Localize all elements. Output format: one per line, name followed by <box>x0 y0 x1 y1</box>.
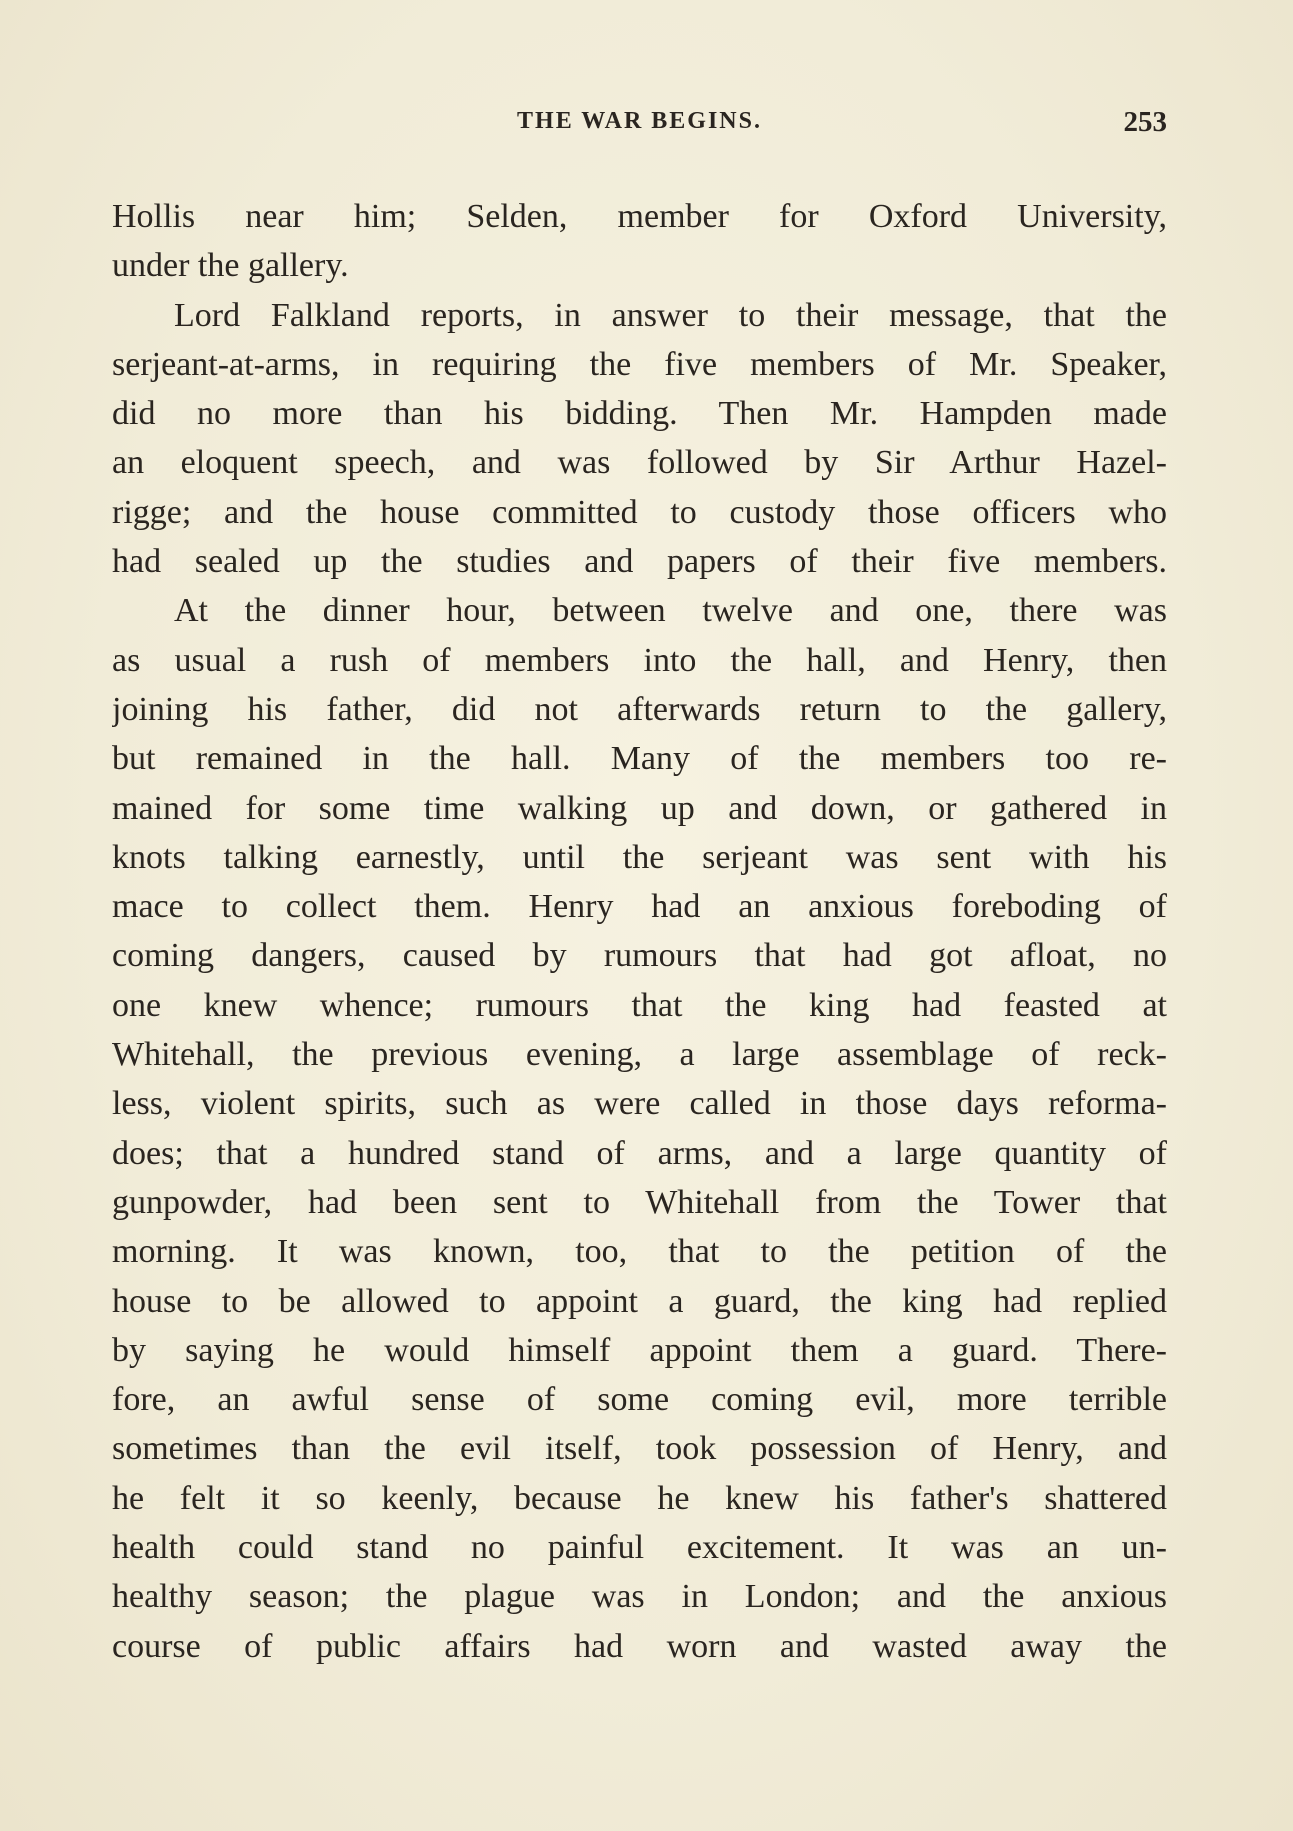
text-line: but remained in the hall. Many of the members too re- <box>112 740 1167 778</box>
text-line: knots talking earnestly, until the serjeant was sent with his <box>112 838 1167 876</box>
text-line: less, violent spirits, such as were called in those days reforma- <box>112 1085 1167 1123</box>
text-line: mained for some time walking up and down, or gathered in <box>112 789 1167 827</box>
text-line: does; that a hundred stand of arms, and a large quantity of <box>112 1134 1167 1172</box>
text-line: did no more than his bidding. Then Mr. Hampden made <box>112 395 1167 433</box>
text-line: gunpowder, had been sent to Whitehall from the Tower that <box>112 1183 1167 1221</box>
text-line: by saying he would himself appoint them a guard. There- <box>112 1331 1167 1369</box>
text-line: joining his father, did not afterwards return to the gallery, <box>112 690 1167 728</box>
text-line: as usual a rush of members into the hall, and Henry, then <box>112 641 1167 679</box>
text-line: house to be allowed to appoint a guard, the king had replied <box>112 1282 1167 1320</box>
text-line: healthy season; the plague was in London; and the anxious <box>112 1578 1167 1616</box>
text-line: health could stand no painful excitement. It was an un- <box>112 1529 1167 1567</box>
text-line: fore, an awful sense of some coming evil, more terrible <box>112 1381 1167 1419</box>
text-line: one knew whence; rumours that the king had feasted at <box>112 986 1167 1024</box>
text-line: had sealed up the studies and papers of their five members. <box>112 543 1167 581</box>
running-title: THE WAR BEGINS. <box>517 108 762 134</box>
text-line: morning. It was known, too, that to the petition of the <box>112 1233 1167 1271</box>
text-line: Lord Falkland reports, in answer to their message, that the <box>174 296 1167 334</box>
page-number: 253 <box>1123 106 1167 138</box>
page-header <box>112 108 1167 148</box>
text-line: serjeant-at-arms, in requiring the five members of Mr. Speaker, <box>112 345 1167 383</box>
text-line: rigge; and the house committed to custody those officers who <box>112 493 1167 531</box>
text-line: At the dinner hour, between twelve and one, there was <box>174 592 1167 630</box>
text-line: Hollis near him; Selden, member for Oxford University, <box>112 198 1167 235</box>
text-line: course of public affairs had worn and wasted away the <box>112 1627 1167 1665</box>
text-line: Whitehall, the previous evening, a large assemblage of reck- <box>112 1036 1167 1074</box>
text-line: he felt it so keenly, because he knew his father's shattered <box>112 1479 1167 1517</box>
text-line: under the gallery. <box>112 247 349 285</box>
text-line: mace to collect them. Henry had an anxious foreboding of <box>112 888 1167 926</box>
text-line: coming dangers, caused by rumours that had got afloat, no <box>112 937 1167 975</box>
text-line: sometimes than the evil itself, took possession of Henry, and <box>112 1430 1167 1468</box>
text-line: an eloquent speech, and was followed by Sir Arthur Hazel- <box>112 444 1167 482</box>
body-text <box>112 192 1167 1671</box>
